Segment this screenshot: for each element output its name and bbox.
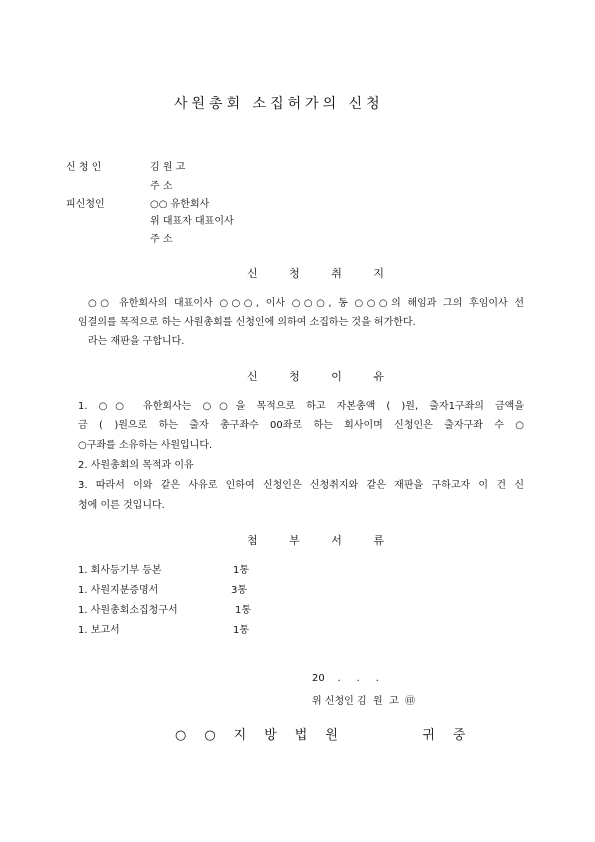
attachment-count: 1통 — [233, 565, 250, 576]
attachment-item: 1. 사원지분증명서 — [78, 585, 159, 596]
purpose-line-2: 임결의를 목적으로 하는 사원총회를 신청인에 의하여 소집하는 것을 허가한다. — [78, 317, 416, 328]
reasons-heading: 신 청 이 유 — [247, 370, 398, 383]
purpose-line-1: ○○ 유한회사의 대표이사 ○○○, 이사 ○○○, 동 ○○○의 해임과 그의 후임이사 선 — [88, 298, 524, 309]
attachment-item: 1. 회사등기부 등본 — [78, 565, 162, 576]
applicant-address-label: 주 소 — [150, 181, 173, 192]
attachment-count: 1통 — [235, 605, 252, 616]
document-date: 20 . . . — [312, 673, 379, 684]
court-addressee: ○○지방법원 귀중 — [175, 728, 484, 743]
applicant-label: 신 청 인 — [66, 162, 102, 173]
reason-1-line-1: 1. ○○ 유한회사는 ○○을 목적으로 하고 자본총액 ( )원, 출자1구좌의 금액을 — [78, 401, 524, 412]
respondent-address-label: 주 소 — [150, 234, 173, 245]
attachment-count: 3통 — [231, 585, 248, 596]
reason-3-line-2: 청에 이른 것입니다. — [78, 500, 165, 511]
respondent-name: ○○ 유한회사 — [150, 199, 210, 210]
reason-2: 2. 사원총회의 목적과 이유 — [78, 460, 194, 471]
reason-1-line-2: 금 ( )원으로 하는 출자 총구좌수 00좌로 하는 회사이며 신청인은 출자구좌 수 ○ — [78, 420, 524, 431]
applicant-name: 김 원 고 — [150, 162, 186, 173]
attachments-heading: 첨 부 서 류 — [247, 534, 398, 547]
purpose-heading: 신 청 취 지 — [247, 267, 398, 280]
attachment-item: 1. 보고서 — [78, 625, 120, 636]
respondent-representative: 위 대표자 대표이사 — [150, 216, 234, 227]
signature-line: 위 신청인 김 원 고 ㊞ — [312, 696, 416, 707]
respondent-label: 피신청인 — [66, 199, 105, 210]
reason-3-line-1: 3. 따라서 이와 같은 사유로 인하여 신청인은 신청취지와 같은 재판을 구하고자 이 건 신 — [78, 480, 524, 491]
attachment-item: 1. 사원총회소집청구서 — [78, 605, 178, 616]
attachment-count: 1통 — [233, 625, 250, 636]
document-title: 사원총회 소집허가의 신청 — [174, 96, 384, 112]
purpose-line-3: 라는 재판을 구합니다. — [88, 336, 185, 347]
reason-1-line-3: ○구좌를 소유하는 사원입니다. — [78, 440, 213, 451]
